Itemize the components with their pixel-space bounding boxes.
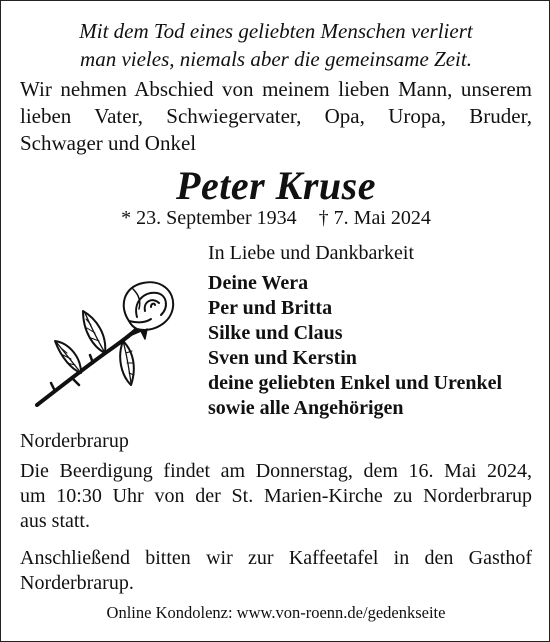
quote-line-2: man vieles, niemals aber die gemeinsame Zeit. bbox=[80, 47, 472, 71]
funeral-line-2: um 10:30 Uhr von der St. Marien-Kirche zu Norderbrarup bbox=[20, 485, 532, 507]
rose-icon bbox=[33, 277, 178, 407]
farewell-intro bbox=[20, 76, 532, 157]
birth-date: * 23. September 1934 bbox=[121, 207, 297, 229]
coffee-info bbox=[20, 546, 532, 596]
mourners-list bbox=[208, 271, 502, 421]
funeral-line-3: aus statt. bbox=[20, 510, 90, 532]
coffee-line-1: Anschließend bitten wir zur Kaffeetafel in den Gasthof bbox=[20, 547, 532, 569]
funeral-line-1: Die Beerdigung findet am Donnerstag, dem 16. Mai 2024, bbox=[20, 460, 532, 482]
deceased-name: Peter Kruse bbox=[176, 163, 376, 208]
mourners-lead: In Liebe und Dankbarkeit bbox=[208, 242, 415, 264]
mourner-name: Sven und Kerstin bbox=[208, 347, 357, 369]
mourner-name: sowie alle Angehörigen bbox=[208, 397, 404, 419]
quote-line-1: Mit dem Tod eines geliebten Menschen verliert bbox=[79, 19, 473, 43]
funeral-info bbox=[20, 459, 532, 534]
death-date: † 7. Mai 2024 bbox=[318, 207, 431, 229]
place-name: Norderbrarup bbox=[20, 430, 129, 452]
mourner-name: Silke und Claus bbox=[208, 322, 343, 344]
mourners-block bbox=[208, 239, 502, 421]
online-condolence: Online Kondolenz: www.von-roenn.de/gedenkseite bbox=[106, 603, 446, 622]
intro-line-1: Wir nehmen Abschied von meinem lieben Mann, unserem bbox=[20, 77, 532, 101]
intro-line-3: Schwager und Onkel bbox=[20, 131, 197, 155]
life-dates bbox=[1, 206, 550, 230]
mourner-name: Deine Wera bbox=[208, 272, 309, 294]
coffee-line-2: Norderbrarup. bbox=[20, 572, 134, 594]
intro-line-2: lieben Vater, Schwiegervater, Opa, Uropa, Bruder, bbox=[20, 104, 532, 128]
mourner-name: Per und Britta bbox=[208, 297, 333, 319]
memorial-quote bbox=[1, 17, 550, 73]
mourner-name: deine geliebten Enkel und Urenkel bbox=[208, 372, 503, 394]
